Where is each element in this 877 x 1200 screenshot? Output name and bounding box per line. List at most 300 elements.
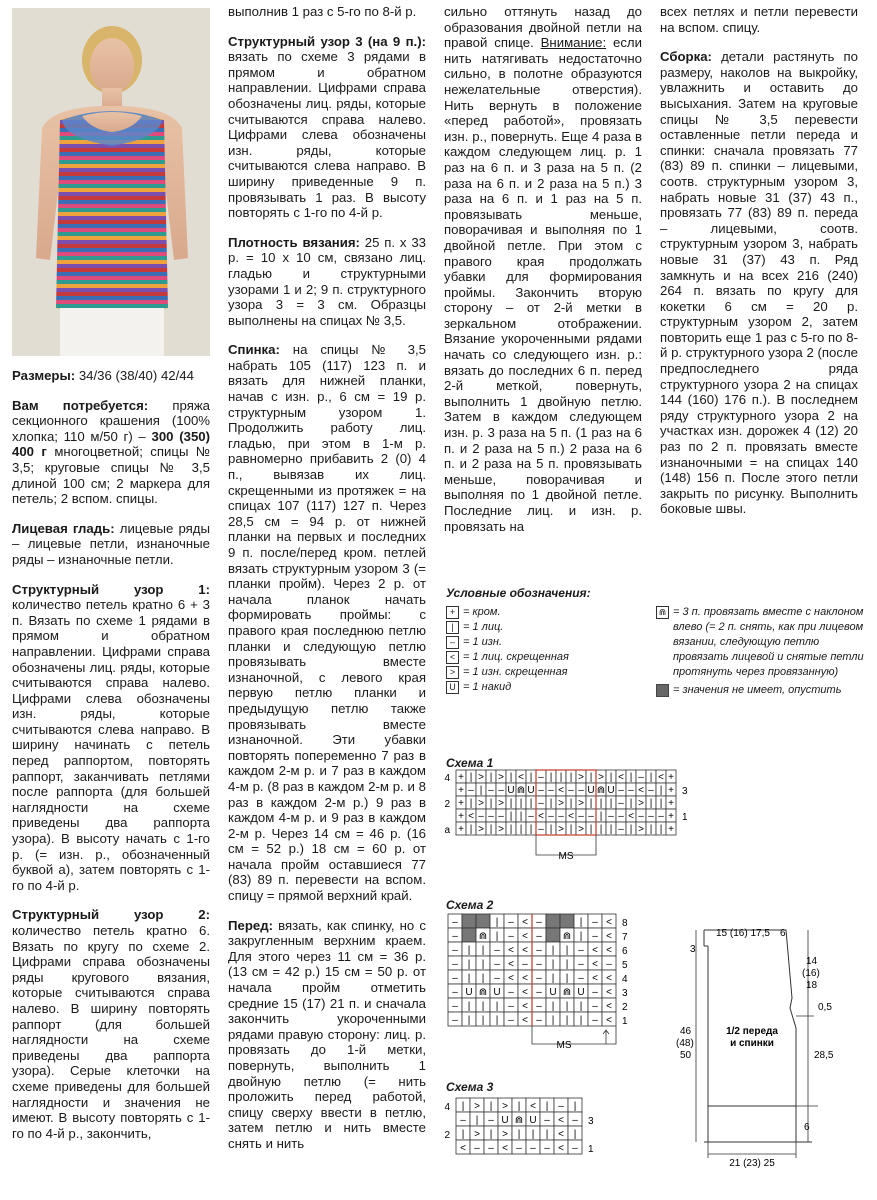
chart-cell-symbol: + — [458, 824, 464, 835]
chart-cell-symbol: | — [481, 973, 485, 984]
front-paragraph — [228, 918, 426, 1152]
chart-cell-symbol: | — [475, 1115, 479, 1126]
legend-item — [446, 605, 656, 620]
pattern2-label: Структурный узор 2: — [12, 907, 210, 923]
chart-cell-symbol: | — [529, 772, 533, 783]
chart-cell-symbol: < — [592, 945, 598, 956]
chart-cell — [546, 928, 560, 942]
chart-cell-symbol: < — [522, 1001, 528, 1012]
legend-item — [446, 620, 656, 635]
chart-cell-symbol: | — [549, 772, 553, 783]
chart-cell-symbol: | — [467, 973, 471, 984]
chart-cell-symbol: – — [522, 959, 528, 970]
chart-cell-symbol: – — [508, 931, 514, 942]
chart-cell-symbol: | — [649, 824, 653, 835]
chart-cell-symbol: – — [536, 1015, 542, 1026]
chart-cell-symbol: > — [502, 1101, 508, 1112]
chart-cell-symbol: | — [569, 772, 573, 783]
chart-cell-symbol: | — [467, 959, 471, 970]
legend-right-list — [656, 605, 866, 698]
chart-cell-symbol: < — [606, 1015, 612, 1026]
chart-cell-symbol: – — [558, 1101, 564, 1112]
attention-label: Внимание: — [540, 35, 607, 51]
chart-cell-symbol: | — [599, 811, 603, 822]
chart-cell-symbol: – — [452, 973, 458, 984]
chart-cell-symbol: < — [558, 1143, 564, 1154]
chart-cell-symbol: | — [509, 811, 513, 822]
chart-cell-symbol: – — [452, 931, 458, 942]
chart-cell-symbol: U — [529, 1115, 537, 1126]
chart-cell-symbol: > — [598, 772, 604, 783]
chart-cell-symbol: ⋒ — [562, 987, 572, 998]
schema2-title: Схема 2 — [446, 898, 494, 912]
diagram-top-width: 15 (16) 17,5 — [716, 928, 770, 939]
column-4 — [660, 4, 858, 531]
chart-cell-symbol: | — [461, 1101, 465, 1112]
chart-cell — [462, 914, 476, 928]
front-continuation — [444, 4, 642, 534]
chart-cell-symbol: | — [551, 1001, 555, 1012]
chart-cell-symbol: – — [498, 785, 504, 796]
pattern2-text: количество петель кратно 6. Вязать по кругу по схеме 2. Цифрами справа обозначены ряды кругового вязания, которые считываются справа налево. В ширину повторять раппорт (для большей наглядности на схеме приведены два раппорта узора). Серые клеточки на схеме приведены для большей наглядности и значения не имеют. В высоту повторять с 1-го по 4-й р., закончить, — [12, 923, 210, 1141]
chart-cell-symbol: | — [467, 945, 471, 956]
schema2-grid — [436, 912, 646, 1062]
chart-cell-symbol: U — [549, 987, 557, 998]
sizes-paragraph — [12, 368, 210, 384]
chart-cell-symbol: < — [468, 811, 474, 822]
chart-cell-symbol: | — [467, 1001, 471, 1012]
chart-cell-symbol: > — [478, 824, 484, 835]
chart-cell-symbol: – — [608, 811, 614, 822]
chart-cell-symbol: – — [618, 824, 624, 835]
chart-cell-symbol: > — [558, 798, 564, 809]
chart-cell-symbol: < — [658, 772, 664, 783]
chart-cell-symbol: < — [628, 811, 634, 822]
row-number-right: 7 — [622, 932, 628, 943]
sizes-label: Размеры: — [12, 368, 76, 383]
chart-cell-symbol: + — [458, 772, 464, 783]
materials-label: Вам потребуется: — [12, 397, 149, 413]
chart-cell-symbol: | — [609, 772, 613, 783]
chart-cell-symbol: – — [592, 931, 598, 942]
row-number-right: 3 — [682, 786, 688, 797]
chart-cell-symbol: < — [568, 811, 574, 822]
chart-cell-symbol: | — [549, 824, 553, 835]
chart-cell-symbol: – — [488, 811, 494, 822]
diagram-height-2: (48) — [676, 1038, 694, 1049]
chart-cell-symbol: | — [659, 785, 663, 796]
gauge-label: Плотность вязания: — [228, 234, 360, 250]
schema3-title: Схема 3 — [446, 1080, 494, 1094]
chart-cell-symbol: – — [606, 959, 612, 970]
chart-cell-symbol: – — [578, 973, 584, 984]
schema2-ms-label: MS — [556, 1040, 572, 1051]
chart-cell-symbol: – — [592, 1001, 598, 1012]
schema3-grid — [436, 1096, 616, 1166]
diagram-small-step: 0,5 — [818, 1002, 832, 1013]
chart-cell-symbol: – — [558, 811, 564, 822]
chart-cell-symbol: < — [522, 945, 528, 956]
front-cont-text-b: если нить натягивать недостаточно сильно, в полотне образуются нежелательные отверстия). Нить вернуть в положение «перед работой», провязать изн. р., повернуть. Еще 4 раза в каждом следующем лиц. р. 1 раз на 6 п. и 3 раза на 5 п. (2 раза на 6 п. и 2 раза на 5 п.) 3 раза на 6 п. и 1 раз на 5 п. провязывать меньше, поворачивая и выполняя по 1 двойной петле. При этом с правого края продолжать убавки для формирования проймы. Закончить вторую сторону – от 2-й метки в зеркальном отображении. Вязание укороченными рядами начать со следующего изн. р.: вязать до последних 6 п. перед 2-й меткой, повернуть, выполнить 1 двойную петлю. Затем в каждом следующем изн. р. 3 раза на 5 п. (1 раз на 6 п. и 2 раза на 5 п.) 2 раза на 6 п. и 2 раза на 5 п. провязывать меньше, поворачивая и выполняя по 1 двойной петле. Последние лиц. и изн. р. провязать на — [444, 35, 642, 534]
chart-cell-symbol: – — [538, 824, 544, 835]
chart-cell-symbol: < — [502, 1143, 508, 1154]
chart-cell-symbol: | — [569, 824, 573, 835]
chart-cell-symbol: | — [469, 798, 473, 809]
chart-cell-symbol: – — [536, 973, 542, 984]
row-number-right: 1 — [682, 812, 688, 823]
chart-cell-symbol: – — [548, 785, 554, 796]
chart-cell-symbol: – — [452, 987, 458, 998]
chart-cell-symbol: | — [551, 1015, 555, 1026]
chart-cell-symbol: | — [551, 973, 555, 984]
chart-cell-symbol: | — [545, 1101, 549, 1112]
chart-cell-symbol: | — [551, 959, 555, 970]
chart-cell-symbol: – — [578, 811, 584, 822]
chart-cell-symbol: – — [638, 811, 644, 822]
chart-cell-symbol: – — [538, 798, 544, 809]
chart-cell-symbol: | — [509, 798, 513, 809]
chart-cell-symbol: | — [629, 798, 633, 809]
chart-cell-symbol: | — [469, 824, 473, 835]
row-number-left: 2 — [444, 1130, 450, 1141]
column-3 — [444, 4, 642, 548]
chart-cell-symbol: < — [508, 945, 514, 956]
front-end-text: всех петлях и петли перевести на вспом. спицу. — [660, 4, 858, 35]
chart-cell-symbol: | — [551, 945, 555, 956]
chart-cell-symbol: + — [668, 824, 674, 835]
chart-cell-symbol: | — [545, 1129, 549, 1140]
chart-cell-symbol: | — [481, 945, 485, 956]
chart-cell-symbol: < — [592, 959, 598, 970]
chart-cell-symbol: | — [489, 824, 493, 835]
chart-cell-symbol: – — [488, 1143, 494, 1154]
chart-cell-symbol: – — [544, 1115, 550, 1126]
pattern1-paragraph — [12, 582, 210, 894]
chart-cell-symbol: < — [638, 785, 644, 796]
chart-cell-symbol: < — [606, 987, 612, 998]
chart-cell-symbol: | — [531, 1129, 535, 1140]
chart-cell-symbol: | — [461, 1129, 465, 1140]
chart-cell-symbol: – — [628, 785, 634, 796]
stockinette-text: лицевые ряды – лицевые петли, изнаночные ряды – изнаночные петли. — [12, 520, 210, 567]
chart-cell-symbol: > — [474, 1101, 480, 1112]
chart-cell-symbol: – — [578, 945, 584, 956]
chart-cell-symbol: < — [518, 772, 524, 783]
chart-cell-symbol: | — [659, 798, 663, 809]
chart-cell-symbol: | — [629, 824, 633, 835]
chart-cell-symbol: | — [529, 824, 533, 835]
pattern3-paragraph — [228, 34, 426, 221]
gauge-text: 25 п. х 33 р. = 10 х 10 см, связано лиц. гладью и структурными узорами 1 и 2; 9 п. структурного узора 3 = 3 см. Образцы выполнены на спицах № 3,5. — [228, 234, 426, 328]
chart-cell-symbol: U — [501, 1115, 509, 1126]
legend-item — [446, 635, 656, 650]
chart-cell-symbol: – — [592, 917, 598, 928]
pattern1-text: количество петель кратно 6 + 3 п. Вязать по схеме 1 рядами в прямом и обратном направлении. Цифрами справа обозначены лиц. ряды, которые считываются справа налево. Цифрами слева обозначены изн. ряды, которые считываются слева направо. В ширину начинать с петель перед раппортом, повторять раппорт, заканчивать петлями после раппорта (для большей наглядности на схеме приведены два раппорта узора). В высоту начать с 1-го р. (= изн. р., обозначенный буквой а), затем повторять с 1-го по 4-й р. — [12, 597, 210, 893]
materials-paragraph — [12, 398, 210, 507]
front-cont-text-a: сильно оттянуть назад до образования двойной петли на правой спице. — [444, 4, 642, 51]
chart-cell-symbol: U — [527, 785, 535, 796]
chart-cell-symbol: – — [544, 1143, 550, 1154]
row-number-left: 2 — [444, 799, 450, 810]
chart-cell-symbol: + — [458, 798, 464, 809]
chart-cell-symbol: – — [592, 987, 598, 998]
legend-text: = 1 накид — [463, 681, 512, 693]
chart-cell-symbol: ⋒ — [562, 931, 572, 942]
legend-symbol: – — [446, 636, 459, 649]
k3tog-symbol: ⋒ — [656, 606, 669, 619]
chart-cell-symbol: > — [498, 798, 504, 809]
chart-cell-symbol: < — [508, 959, 514, 970]
chart-cell-symbol: – — [452, 917, 458, 928]
chart-cell-symbol: – — [508, 917, 514, 928]
row-number-right: 1 — [588, 1144, 594, 1155]
diagram-armhole-1: 14 — [806, 956, 818, 967]
chart-cell — [546, 914, 560, 928]
chart-cell-symbol: – — [508, 1015, 514, 1026]
pattern2-continuation — [228, 4, 426, 20]
chart-cell-symbol: – — [648, 811, 654, 822]
chart-cell-symbol: + — [458, 785, 464, 796]
schema1-title: Схема 1 — [446, 756, 494, 770]
chart-cell-symbol: > — [478, 772, 484, 783]
chart-cell-symbol: > — [638, 798, 644, 809]
chart-cell-symbol: – — [536, 1001, 542, 1012]
chart-cell-symbol: – — [572, 1115, 578, 1126]
chart-cell-symbol: – — [548, 811, 554, 822]
chart-cell-symbol: > — [558, 824, 564, 835]
repeat-bracket — [532, 1026, 616, 1044]
chart-cell-symbol: + — [668, 811, 674, 822]
chart-cell-symbol: | — [579, 931, 583, 942]
chart-cell-symbol: – — [498, 811, 504, 822]
chart-cell-symbol: – — [528, 811, 534, 822]
row-number-left: 4 — [444, 1102, 450, 1113]
chart-cell-symbol: ⋒ — [478, 931, 488, 942]
chart-cell-symbol: | — [579, 917, 583, 928]
chart-cell-symbol: | — [519, 824, 523, 835]
chart-cell-symbol: | — [565, 1001, 569, 1012]
chart-cell-symbol: | — [495, 1001, 499, 1012]
chart-cell-symbol: > — [578, 798, 584, 809]
chart-cell-symbol: | — [509, 824, 513, 835]
chart-cell-symbol: | — [495, 917, 499, 928]
back-paragraph — [228, 342, 426, 903]
chart-cell-symbol: < — [522, 917, 528, 928]
chart-cell-symbol: – — [536, 917, 542, 928]
chart-cell-symbol: – — [488, 785, 494, 796]
chart-cell-symbol: > — [578, 772, 584, 783]
pattern3-label: Структурный узор 3 (на 9 п.): — [228, 33, 426, 49]
back-text: на спицы № 3,5 набрать 105 (117) 123 п. и вязать для нижней планки, начав с изн. р., 6 см = 19 р. структурным узором 1. Продолжить работу лиц. гладью, при этом в 1-м р. равномерно прибавить 2 (0) 4 п., вывязав их лиц. скрещенными из протяжек = на спицах 107 (117) 127 п. Через 28,5 см = 94 р. от нижней планки на первых и последних 9 п. после/перед кром. петлей вязать структурным узором 3 (= планки пройм). Через 2 р. от начала планок начать формировать проймы: с правого края последнюю петлю планки и следующую петлю провязывать вместе изнаночной, с левого края первую петлю планки и предыдущую петлю также провязывать вместе изнаночной. Эти убавки повторять попеременно 7 раз в каждом 2-м р. и 7 раз в каждом 4-м р. (8 раз в каждом 2-м р. и 8 раз в каждом 2-м р.) 9 раз в каждом 4-м р. и 9 раз в каждом 2-м р. Через 14 см = 46 р. (16 см = 52 р.) 18 см = 60 р. от начала пройм оставшиеся 77 (83) 89 п. перевести на вспом. спицу = прямой верхний край. — [228, 342, 426, 904]
chart-cell-symbol: – — [536, 931, 542, 942]
schema1-ms-label: MS — [558, 851, 574, 862]
chart-cell-symbol: < — [606, 1001, 612, 1012]
gray-cell-symbol — [656, 684, 669, 697]
chart-cell-symbol: – — [536, 987, 542, 998]
chart-cell-symbol: | — [573, 1129, 577, 1140]
chart-cell-symbol: | — [569, 798, 573, 809]
chart-cell-symbol: | — [599, 824, 603, 835]
chart-cell-symbol: – — [592, 1015, 598, 1026]
legend — [446, 586, 866, 698]
chart-cell-symbol: | — [565, 945, 569, 956]
chart-cell-symbol: | — [467, 1015, 471, 1026]
chart-cell-symbol: | — [629, 772, 633, 783]
row-number-right: 5 — [622, 960, 628, 971]
sizes-value: 34/36 (38/40) 42/44 — [78, 368, 194, 383]
stockinette-label: Лицевая гладь: — [12, 520, 115, 536]
chart-cell-symbol: – — [494, 973, 500, 984]
chart-cell-symbol: – — [538, 772, 544, 783]
chart-cell-symbol: – — [648, 785, 654, 796]
chart-cell-symbol: – — [516, 1143, 522, 1154]
diagram-armhole-2: (16) — [802, 968, 820, 979]
chart-cell-symbol: – — [538, 785, 544, 796]
chart-cell-symbol: | — [549, 798, 553, 809]
chart-cell-symbol: < — [592, 973, 598, 984]
chart-cell-symbol: + — [458, 811, 464, 822]
chart-cell-symbol: – — [536, 959, 542, 970]
chart-cell-symbol: | — [489, 772, 493, 783]
legend-text: = 1 лиц. скрещенная — [463, 651, 569, 663]
chart-cell-symbol: > — [502, 1129, 508, 1140]
chart-cell-symbol: < — [558, 1115, 564, 1126]
chart-cell-symbol: – — [578, 785, 584, 796]
diagram-bottom-width: 21 (23) 25 — [729, 1158, 775, 1168]
chart-cell-symbol: | — [609, 824, 613, 835]
chart-cell-symbol: – — [618, 785, 624, 796]
chart-cell-symbol: – — [536, 945, 542, 956]
chart-cell-symbol: < — [558, 785, 564, 796]
chart-cell-symbol: | — [481, 1015, 485, 1026]
row-number-right: 3 — [622, 988, 628, 999]
chart-cell-symbol: – — [488, 1115, 494, 1126]
front-end-paragraph — [660, 4, 858, 35]
diagram-side-height: 28,5 — [814, 1050, 834, 1061]
legend-text: = кром. — [463, 606, 501, 618]
row-number-left: a — [444, 825, 450, 836]
model-photo — [12, 8, 210, 356]
chart-cell-symbol: – — [474, 1143, 480, 1154]
chart-cell-symbol: > — [498, 772, 504, 783]
chart-cell-symbol: | — [469, 772, 473, 783]
chart-cell-symbol: – — [478, 811, 484, 822]
chart-cell-symbol: | — [519, 798, 523, 809]
chart-cell-symbol: – — [508, 987, 514, 998]
chart-cell-symbol: – — [568, 785, 574, 796]
chart-cell-symbol: | — [579, 1015, 583, 1026]
chart-cell-symbol: < — [606, 931, 612, 942]
chart-cell-symbol: < — [530, 1101, 536, 1112]
chart-cell-symbol: | — [479, 785, 483, 796]
row-number-right: 4 — [622, 974, 628, 985]
chart-cell-symbol: > — [638, 824, 644, 835]
chart-cell-symbol: ⋒ — [514, 1115, 524, 1126]
chart-cell-symbol: | — [509, 772, 513, 783]
materials-text-1: пряжа секционного крашения (100% хлопка; 110 м/50 г) – — [12, 397, 210, 444]
chart-cell-symbol: | — [481, 1001, 485, 1012]
materials-weight: 300 (350) 400 г — [12, 428, 210, 460]
diagram-left-notch: 3 — [690, 944, 696, 955]
chart-cell-symbol: < — [522, 931, 528, 942]
legend-text: = 1 лиц. — [463, 621, 504, 633]
chart-cell-symbol: U — [507, 785, 515, 796]
chart-cell-symbol: – — [658, 811, 664, 822]
chart-cell-symbol: | — [489, 798, 493, 809]
row-number-right: 3 — [588, 1116, 594, 1127]
legend-item — [446, 680, 656, 695]
chart-cell-symbol: | — [529, 798, 533, 809]
chart-cell-symbol: – — [494, 959, 500, 970]
chart-cell-symbol: | — [481, 959, 485, 970]
chart-cell-symbol: – — [452, 1001, 458, 1012]
chart-cell-symbol: | — [495, 1015, 499, 1026]
chart-cell-symbol: | — [559, 772, 563, 783]
chart-cell-symbol: – — [468, 785, 474, 796]
chart-cell-symbol: > — [478, 798, 484, 809]
chart-cell-symbol: > — [474, 1129, 480, 1140]
chart-cell-symbol: | — [599, 798, 603, 809]
diagram-top-right: 6 — [780, 928, 786, 939]
stockinette-paragraph — [12, 521, 210, 568]
chart-cell-symbol: – — [578, 959, 584, 970]
chart-cell-symbol: < — [508, 973, 514, 984]
chart-cell-symbol: | — [489, 1129, 493, 1140]
pattern1-label: Структурный узор 1: — [12, 581, 210, 597]
diagram-center-2: и спинки — [730, 1038, 774, 1049]
chart-cell-symbol: < — [460, 1143, 466, 1154]
k3tog-text: = 3 п. провязать вместе с наклоном влево (= 2 п. снять, как при лицевом вязании, следующую петлю провязать лицевой и снятые петли протянуть через провязанную) — [673, 606, 864, 678]
row-number-right: 2 — [622, 1002, 628, 1013]
chart-cell-symbol: > — [498, 824, 504, 835]
chart-cell-symbol: < — [522, 973, 528, 984]
legend-item — [446, 650, 656, 665]
chart-cell-symbol: < — [558, 1129, 564, 1140]
model-illustration — [12, 8, 210, 356]
chart-cell-symbol: | — [489, 1101, 493, 1112]
chart-cell-symbol: – — [452, 959, 458, 970]
chart-cell-symbol: U — [577, 987, 585, 998]
legend-symbol: < — [446, 651, 459, 664]
chart-cell-symbol: U — [607, 785, 615, 796]
legend-title: Условные обозначения: — [446, 586, 591, 600]
assembly-text: детали растянуть по размеру, наколов на выкройку, увлажнить и оставить до высыхания. Затем на круговые спицы № 3,5 перевести оставленные петли переда и спинки: сначала провязать 77 (83) 89 п. спинки – лицевыми, соотв. структурным узором 3, набрать новые 31 (37) 43 п., провязать 77 (83) 89 п. переда – лицевыми, соотв. структурным узором 3, набрать новые 31 (37) 43 п. Ряд замкнуть и на всех 216 (240) 264 п. вязать по кругу для кокетки 6 см = 20 р. структурным узором 2, затем повторить еще 1 раз с 5-го по 8-й р. структурного узора 2 (после предпоследнего ряда структурного узора 2 на спицах 144 (160) 176 п.). В последнем ряду структурного узора 2 на участках изн. дорожек 4 (12) 20 раз по 2 п. провязать вместе изнаночными = на спицах 140 (148) 156 п. После этого петли закрыть по рисунку. Выполнить боковые швы. — [660, 49, 858, 517]
row-number-right: 1 — [622, 1016, 628, 1027]
chart-cell-symbol: ⋒ — [516, 785, 526, 796]
diagram-height-3: 50 — [680, 1050, 692, 1061]
chart-cell-symbol: – — [452, 1015, 458, 1026]
chart-cell-symbol: | — [519, 811, 523, 822]
chart-cell-symbol: | — [649, 772, 653, 783]
chart-cell-symbol: | — [659, 824, 663, 835]
legend-symbol: U — [446, 681, 459, 694]
chart-cell-symbol: + — [668, 785, 674, 796]
diagram-armhole-3: 18 — [806, 980, 818, 991]
chart-cell-symbol: – — [460, 1115, 466, 1126]
chart-cell-symbol: – — [588, 811, 594, 822]
chart-cell-symbol: U — [493, 987, 501, 998]
legend-symbol: | — [446, 621, 459, 634]
column-1 — [12, 368, 210, 1155]
start-arrow — [603, 1030, 609, 1044]
chart-cell-symbol: – — [452, 945, 458, 956]
schema1-grid — [436, 768, 696, 868]
chart-cell-symbol: > — [578, 824, 584, 835]
chart-cell-symbol: | — [573, 1101, 577, 1112]
chart-cell-symbol: | — [565, 973, 569, 984]
chart-cell-symbol: | — [649, 798, 653, 809]
chart-cell-symbol: – — [572, 1143, 578, 1154]
